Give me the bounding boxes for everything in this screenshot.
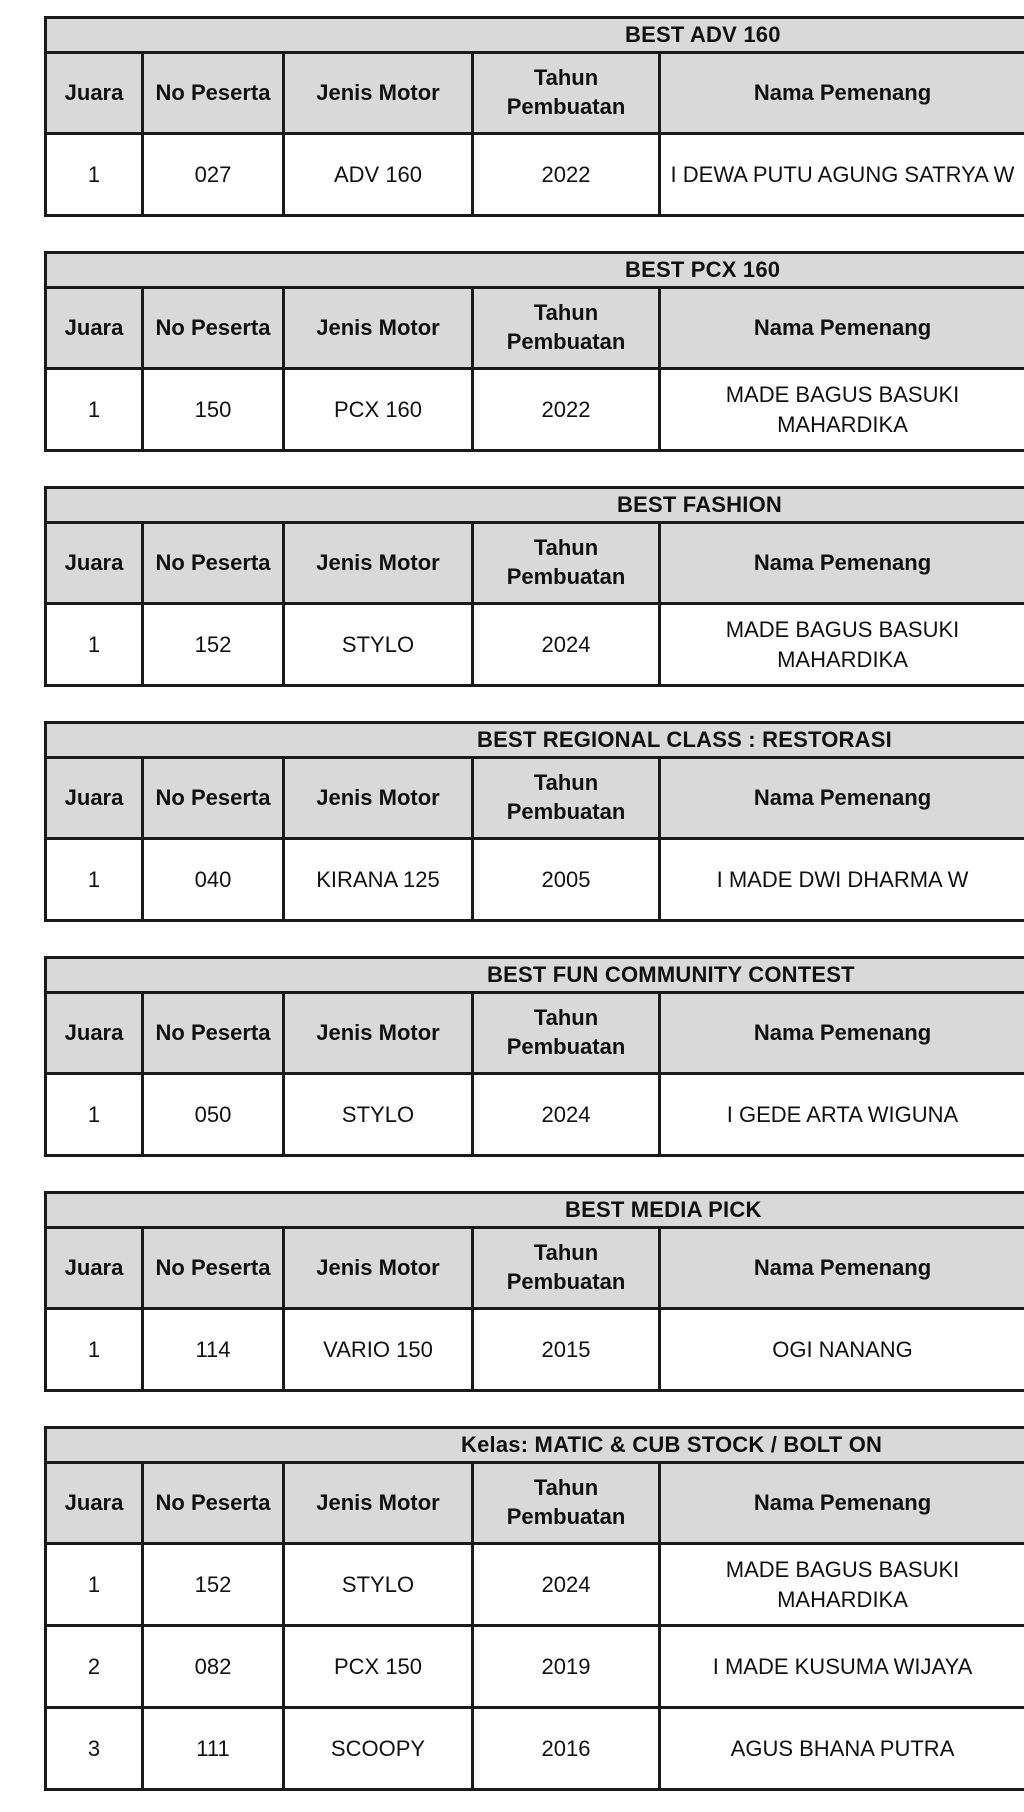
tahun-cell: 2022	[473, 134, 660, 216]
jenis-motor-cell: PCX 150	[284, 1626, 473, 1708]
jenis-motor-cell: STYLO	[284, 1074, 473, 1156]
nama-pemenang-header: Nama Pemenang	[660, 993, 1024, 1074]
table-title-text: BEST FASHION	[617, 492, 782, 517]
juara-header: Juara	[46, 288, 143, 369]
nama-pemenang-header: Nama Pemenang	[660, 53, 1024, 134]
no-peserta-cell: 152	[143, 1544, 284, 1626]
nama-pemenang-header: Nama Pemenang	[660, 523, 1024, 604]
jenis-motor-cell: STYLO	[284, 604, 473, 686]
table-row	[46, 369, 1024, 451]
header-row	[46, 758, 1024, 839]
juara-cell: 1	[46, 839, 143, 921]
jenis-motor-cell: ADV 160	[284, 134, 473, 216]
header-row	[46, 288, 1024, 369]
juara-header: Juara	[46, 53, 143, 134]
table-row	[46, 134, 1024, 216]
nama-pemenang-header: Nama Pemenang	[660, 758, 1024, 839]
header-row	[46, 1463, 1024, 1544]
juara-cell: 1	[46, 1309, 143, 1391]
award-table	[44, 1191, 1024, 1392]
no-peserta-cell: 114	[143, 1309, 284, 1391]
tahun-header: Tahun Pembuatan	[473, 288, 660, 369]
table-row	[46, 1708, 1024, 1790]
award-table	[44, 1426, 1024, 1791]
table-row	[46, 1544, 1024, 1626]
nama-pemenang-cell: OGI NANANG	[660, 1309, 1024, 1391]
juara-header: Juara	[46, 1228, 143, 1309]
tahun-cell: 2022	[473, 369, 660, 451]
table-title	[46, 1428, 1024, 1463]
award-table	[44, 251, 1024, 452]
juara-cell: 1	[46, 604, 143, 686]
nama-pemenang-cell: I MADE DWI DHARMA W	[660, 839, 1024, 921]
no-peserta-cell: 150	[143, 369, 284, 451]
jenis-motor-header: Jenis Motor	[284, 1463, 473, 1544]
tahun-header: Tahun Pembuatan	[473, 1228, 660, 1309]
results-tables	[44, 16, 1024, 1791]
award-table	[44, 956, 1024, 1157]
jenis-motor-header: Jenis Motor	[284, 53, 473, 134]
juara-header: Juara	[46, 1463, 143, 1544]
jenis-motor-header: Jenis Motor	[284, 758, 473, 839]
table-title-text: BEST PCX 160	[625, 257, 781, 282]
no-peserta-cell: 050	[143, 1074, 284, 1156]
jenis-motor-header: Jenis Motor	[284, 1228, 473, 1309]
table-row	[46, 1309, 1024, 1391]
tahun-header: Tahun Pembuatan	[473, 758, 660, 839]
jenis-motor-header: Jenis Motor	[284, 288, 473, 369]
table-title-text: BEST REGIONAL CLASS : RESTORASI	[477, 727, 892, 752]
table-row	[46, 1626, 1024, 1708]
table-row	[46, 604, 1024, 686]
jenis-motor-header: Jenis Motor	[284, 993, 473, 1074]
no-peserta-header: No Peserta	[143, 1228, 284, 1309]
tahun-cell: 2015	[473, 1309, 660, 1391]
tahun-cell: 2019	[473, 1626, 660, 1708]
tahun-cell: 2016	[473, 1708, 660, 1790]
jenis-motor-cell: STYLO	[284, 1544, 473, 1626]
table-title-text: BEST MEDIA PICK	[565, 1197, 762, 1222]
award-table	[44, 486, 1024, 687]
table-title	[46, 958, 1024, 993]
nama-pemenang-cell: MADE BAGUS BASUKI MAHARDIKA	[660, 604, 1024, 686]
award-table	[44, 16, 1024, 217]
no-peserta-header: No Peserta	[143, 1463, 284, 1544]
table-title-text: Kelas: MATIC & CUB STOCK / BOLT ON	[461, 1432, 883, 1457]
tahun-header: Tahun Pembuatan	[473, 523, 660, 604]
no-peserta-header: No Peserta	[143, 758, 284, 839]
jenis-motor-cell: PCX 160	[284, 369, 473, 451]
header-row	[46, 1228, 1024, 1309]
juara-header: Juara	[46, 523, 143, 604]
header-row	[46, 993, 1024, 1074]
nama-pemenang-cell: AGUS BHANA PUTRA	[660, 1708, 1024, 1790]
juara-header: Juara	[46, 993, 143, 1074]
jenis-motor-header: Jenis Motor	[284, 523, 473, 604]
tahun-cell: 2024	[473, 1074, 660, 1156]
juara-cell: 3	[46, 1708, 143, 1790]
juara-header: Juara	[46, 758, 143, 839]
jenis-motor-cell: KIRANA 125	[284, 839, 473, 921]
juara-cell: 1	[46, 134, 143, 216]
nama-pemenang-header: Nama Pemenang	[660, 288, 1024, 369]
no-peserta-cell: 082	[143, 1626, 284, 1708]
table-title	[46, 723, 1024, 758]
table-title	[46, 1193, 1024, 1228]
tahun-header: Tahun Pembuatan	[473, 1463, 660, 1544]
nama-pemenang-header: Nama Pemenang	[660, 1228, 1024, 1309]
no-peserta-header: No Peserta	[143, 53, 284, 134]
juara-cell: 2	[46, 1626, 143, 1708]
tahun-cell: 2024	[473, 1544, 660, 1626]
table-title	[46, 253, 1024, 288]
nama-pemenang-cell: MADE BAGUS BASUKI MAHARDIKA	[660, 1544, 1024, 1626]
table-row	[46, 1074, 1024, 1156]
nama-pemenang-cell: MADE BAGUS BASUKI MAHARDIKA	[660, 369, 1024, 451]
table-title-text: BEST FUN COMMUNITY CONTEST	[487, 962, 855, 987]
tahun-cell: 2024	[473, 604, 660, 686]
tahun-header: Tahun Pembuatan	[473, 993, 660, 1074]
table-title	[46, 488, 1024, 523]
table-title-text: BEST ADV 160	[625, 22, 781, 47]
jenis-motor-cell: VARIO 150	[284, 1309, 473, 1391]
nama-pemenang-cell: I GEDE ARTA WIGUNA	[660, 1074, 1024, 1156]
no-peserta-cell: 040	[143, 839, 284, 921]
nama-pemenang-header: Nama Pemenang	[660, 1463, 1024, 1544]
jenis-motor-cell: SCOOPY	[284, 1708, 473, 1790]
table-title	[46, 18, 1024, 53]
header-row	[46, 523, 1024, 604]
no-peserta-header: No Peserta	[143, 523, 284, 604]
tahun-cell: 2005	[473, 839, 660, 921]
table-row	[46, 839, 1024, 921]
header-row	[46, 53, 1024, 134]
juara-cell: 1	[46, 369, 143, 451]
juara-cell: 1	[46, 1544, 143, 1626]
no-peserta-header: No Peserta	[143, 288, 284, 369]
no-peserta-cell: 027	[143, 134, 284, 216]
award-table	[44, 721, 1024, 922]
no-peserta-cell: 152	[143, 604, 284, 686]
nama-pemenang-cell: I DEWA PUTU AGUNG SATRYA W	[660, 134, 1024, 216]
juara-cell: 1	[46, 1074, 143, 1156]
no-peserta-header: No Peserta	[143, 993, 284, 1074]
no-peserta-cell: 111	[143, 1708, 284, 1790]
nama-pemenang-cell: I MADE KUSUMA WIJAYA	[660, 1626, 1024, 1708]
tahun-header: Tahun Pembuatan	[473, 53, 660, 134]
